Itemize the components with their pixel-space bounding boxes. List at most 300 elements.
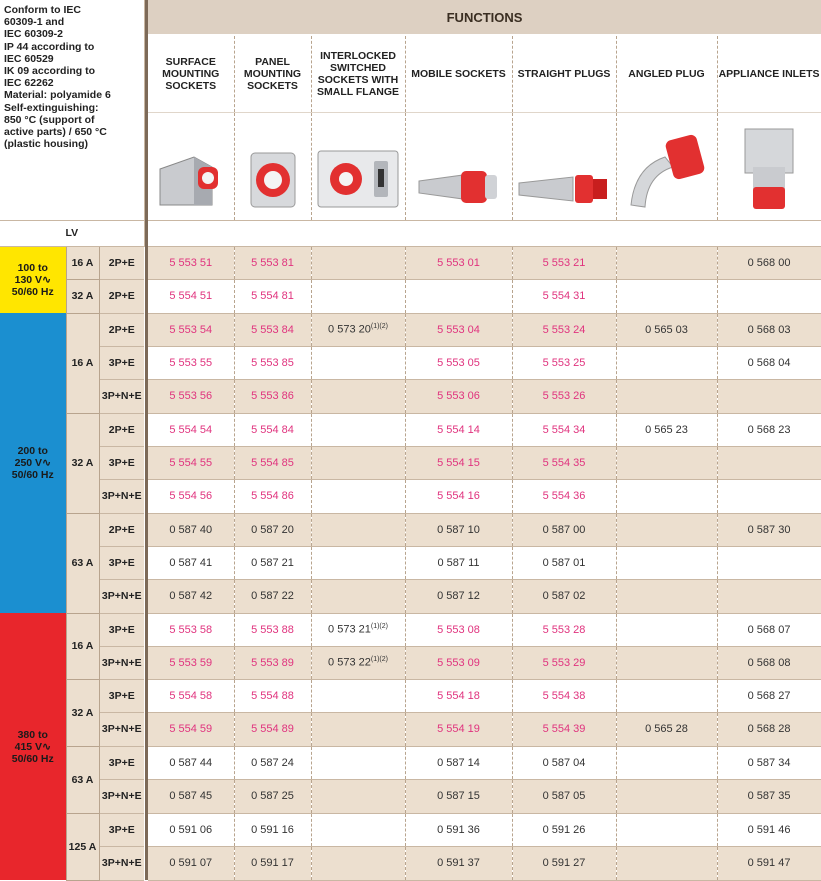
- reference-number: 0 587 02: [542, 590, 586, 602]
- reference-number: 0 587 11: [437, 556, 480, 569]
- appliance-inlet-icon: [739, 198, 799, 215]
- table-row: [0, 479, 821, 513]
- reference-cell: [234, 279, 311, 313]
- reference-cell: [512, 379, 616, 413]
- reference-cell: [512, 846, 616, 880]
- reference-cell: [717, 813, 821, 846]
- reference-number: 0 591 16: [251, 823, 294, 836]
- reference-cell: [148, 379, 234, 413]
- product-image-cell: [616, 112, 717, 220]
- reference-cell: [311, 479, 405, 513]
- reference-number: 0 568 00: [747, 256, 791, 269]
- reference-number: 0 591 46: [747, 823, 791, 836]
- reference-cell: [405, 712, 512, 746]
- reference-cell: [311, 779, 405, 813]
- pole-label: 3P+N+E: [99, 579, 144, 613]
- reference-cell: [311, 646, 405, 679]
- reference-number: 5 554 54: [169, 423, 213, 436]
- table-row: [0, 513, 821, 546]
- functions-title: FUNCTIONS: [148, 0, 821, 35]
- reference-cell: [234, 313, 311, 346]
- spec-line: Material: polyamide 6: [4, 89, 111, 102]
- reference-number: 5 553 06: [437, 390, 480, 402]
- pole-label: 3P+N+E: [99, 846, 144, 880]
- column-header: ANGLED PLUG: [616, 35, 717, 112]
- reference-cell: [148, 279, 234, 313]
- reference-cell: [616, 679, 717, 712]
- table-row: [0, 413, 821, 446]
- reference-cell: [148, 746, 234, 779]
- reference-cell: [405, 446, 512, 479]
- table-row: [0, 613, 821, 646]
- reference-cell: [311, 813, 405, 846]
- reference-cell: [234, 479, 311, 513]
- voltage-label: [0, 246, 66, 313]
- interlocked-switched-socket-icon: [316, 198, 400, 215]
- voltage-line: 130 V∿: [14, 273, 51, 286]
- reference-cell: [148, 346, 234, 379]
- reference-cell: [148, 479, 234, 513]
- reference-cell: [512, 613, 616, 646]
- reference-number: 5 554 89: [251, 723, 294, 735]
- spec-line: IEC 60529: [4, 52, 54, 65]
- reference-cell: [717, 513, 821, 546]
- surface-mounting-socket-icon: [154, 198, 228, 215]
- reference-cell: [616, 779, 717, 813]
- reference-cell: [717, 413, 821, 446]
- reference-number: 5 554 34: [542, 423, 586, 436]
- reference-cell: [405, 379, 512, 413]
- amperage-label: 16 A: [66, 246, 99, 279]
- column-header: APPLIANCE INLETS: [717, 35, 821, 112]
- reference-cell: [512, 746, 616, 779]
- reference-cell: [405, 579, 512, 613]
- pole-label: 3P+E: [99, 746, 144, 779]
- reference-cell: [405, 679, 512, 712]
- footnote-marker: (1)(2): [370, 656, 388, 664]
- table-row: [0, 846, 821, 880]
- reference-number: 5 554 56: [169, 490, 213, 502]
- reference-number: 0 587 40: [169, 523, 213, 536]
- reference-number: 5 554 58: [169, 689, 213, 702]
- reference-number: 5 553 56: [169, 390, 213, 402]
- reference-cell: [512, 446, 616, 479]
- reference-number: 0 568 03: [747, 323, 791, 336]
- amperage-label: 63 A: [66, 513, 99, 613]
- voltage-line: 380 to: [17, 728, 48, 741]
- pole-label: 3P+E: [99, 679, 144, 712]
- reference-cell: [311, 613, 405, 646]
- table-row: [0, 313, 821, 346]
- spec-text: [0, 0, 144, 220]
- reference-cell: [616, 479, 717, 513]
- column-header: INTERLOCKED SWITCHED SOCKETS WITH SMALL FLANGE: [311, 35, 405, 112]
- spec-line: Conform to IEC: [4, 4, 81, 16]
- product-image-cell: [234, 112, 311, 220]
- voltage-line: 50/60 Hz: [11, 285, 54, 298]
- reference-cell: [234, 546, 311, 579]
- reference-number: 5 553 89: [251, 656, 294, 669]
- spec-line: active parts) / 650 °C: [4, 126, 107, 139]
- reference-cell: [234, 613, 311, 646]
- column-header: SURFACE MOUNTING SOCKETS: [148, 35, 234, 112]
- reference-cell: [234, 813, 311, 846]
- lv-label: LV: [0, 220, 144, 246]
- reference-number: 5 554 19: [437, 723, 480, 735]
- reference-cell: [512, 579, 616, 613]
- reference-number: 0 587 44: [169, 756, 213, 769]
- table-row: [0, 446, 821, 479]
- spec-line: 850 °C (support of: [4, 113, 95, 126]
- reference-cell: [717, 579, 821, 613]
- reference-cell: [405, 546, 512, 579]
- reference-cell: [148, 313, 234, 346]
- reference-number: 0 591 06: [169, 823, 213, 836]
- table-row: [0, 679, 821, 712]
- reference-number: 0 568 04: [747, 356, 791, 369]
- reference-cell: [234, 346, 311, 379]
- reference-cell: [234, 446, 311, 479]
- reference-cell: [512, 679, 616, 712]
- reference-number: 5 553 05: [437, 356, 480, 369]
- reference-cell: [311, 679, 405, 712]
- reference-cell: [616, 579, 717, 613]
- reference-number: 0 568 27: [747, 689, 791, 702]
- mobile-socket-icon: [417, 198, 501, 215]
- voltage-label: [0, 313, 66, 613]
- reference-cell: [234, 679, 311, 712]
- reference-cell: [148, 646, 234, 679]
- pole-label: 2P+E: [99, 279, 144, 313]
- table-row: [0, 246, 821, 279]
- reference-number: 5 554 84: [251, 423, 294, 436]
- pole-label: 3P+N+E: [99, 379, 144, 413]
- product-image-cell: [148, 112, 234, 220]
- reference-cell: [717, 712, 821, 746]
- reference-cell: [512, 346, 616, 379]
- voltage-line: 250 V∿: [14, 457, 51, 469]
- column-header: MOBILE SOCKETS: [405, 35, 512, 112]
- footnote-marker: (1)(2): [370, 323, 388, 331]
- reference-number: 5 553 85: [251, 356, 294, 369]
- pole-label: 3P+N+E: [99, 712, 144, 746]
- reference-cell: [717, 746, 821, 779]
- reference-cell: [512, 712, 616, 746]
- reference-cell: [616, 746, 717, 779]
- reference-number: 0 587 20: [251, 523, 294, 536]
- reference-cell: [717, 379, 821, 413]
- reference-cell: [148, 679, 234, 712]
- reference-number: 0 591 27: [542, 857, 586, 869]
- reference-number: 0 587 14: [437, 756, 480, 769]
- reference-cell: [717, 313, 821, 346]
- reference-number: 0 587 22: [251, 590, 294, 602]
- reference-cell: [717, 846, 821, 880]
- amperage-label: 32 A: [66, 279, 99, 313]
- reference-number: 5 553 88: [251, 623, 294, 636]
- reference-number: 0 587 41: [169, 556, 213, 569]
- reference-number: 0 565 03: [645, 323, 688, 336]
- reference-number: 5 554 16: [437, 490, 480, 502]
- reference-cell: [148, 413, 234, 446]
- reference-cell: [405, 513, 512, 546]
- panel-mounting-socket-icon: [247, 198, 299, 215]
- reference-cell: [234, 413, 311, 446]
- reference-cell: [717, 346, 821, 379]
- reference-cell: [717, 279, 821, 313]
- column-header: PANEL MOUNTING SOCKETS: [234, 35, 311, 112]
- reference-cell: [311, 513, 405, 546]
- reference-number: 5 554 51: [169, 290, 213, 302]
- reference-cell: [234, 746, 311, 779]
- reference-number: 5 553 08: [437, 623, 480, 636]
- voltage-line: 415 V∿: [14, 740, 51, 753]
- reference-number: 5 553 21: [542, 256, 586, 269]
- reference-cell: [616, 246, 717, 279]
- voltage-line: 50/60 Hz: [11, 469, 54, 481]
- reference-cell: [512, 779, 616, 813]
- pole-label: 3P+N+E: [99, 779, 144, 813]
- reference-number: 0 568 07: [747, 623, 791, 636]
- reference-number: 0 587 10: [437, 523, 480, 536]
- reference-cell: [405, 779, 512, 813]
- reference-cell: [717, 613, 821, 646]
- reference-cell: [148, 513, 234, 546]
- reference-cell: [234, 246, 311, 279]
- reference-number: 0 591 47: [747, 857, 791, 869]
- reference-number: 5 553 29: [542, 656, 586, 669]
- reference-number: 5 554 88: [251, 689, 294, 702]
- reference-cell: [512, 413, 616, 446]
- reference-cell: [148, 712, 234, 746]
- reference-number: 5 554 86: [251, 490, 294, 502]
- reference-number: 0 587 25: [251, 790, 294, 802]
- voltage-line: 200 to: [17, 445, 48, 457]
- pole-label: 3P+E: [99, 346, 144, 379]
- reference-number: 5 553 55: [169, 356, 213, 369]
- reference-number: 5 554 36: [542, 490, 586, 502]
- reference-cell: [311, 279, 405, 313]
- table-row: [0, 746, 821, 779]
- spec-line: IK 09 according to: [4, 65, 96, 78]
- reference-number: 0 587 24: [251, 756, 294, 769]
- reference-cell: [405, 646, 512, 679]
- reference-cell: [717, 679, 821, 712]
- reference-cell: [405, 279, 512, 313]
- pole-label: 3P+N+E: [99, 646, 144, 679]
- reference-cell: [616, 279, 717, 313]
- spec-line: IEC 62262: [4, 77, 54, 90]
- pole-label: 2P+E: [99, 413, 144, 446]
- reference-number: 0 587 42: [169, 590, 213, 602]
- reference-cell: [311, 346, 405, 379]
- reference-cell: [148, 546, 234, 579]
- reference-number: 5 554 14: [437, 423, 480, 436]
- reference-number: 0 591 07: [169, 857, 213, 869]
- reference-cell: [234, 646, 311, 679]
- reference-number: 5 553 86: [251, 390, 294, 402]
- reference-cell: [311, 579, 405, 613]
- reference-cell: [311, 379, 405, 413]
- straight-plug-icon: [517, 198, 611, 215]
- table-row: [0, 813, 821, 846]
- lv-spacer: [148, 220, 821, 246]
- reference-cell: [405, 479, 512, 513]
- table-row: [0, 646, 821, 679]
- reference-cell: [311, 246, 405, 279]
- reference-cell: [616, 446, 717, 479]
- reference-cell: [512, 479, 616, 513]
- reference-number: 5 553 26: [542, 390, 586, 402]
- reference-cell: [512, 279, 616, 313]
- reference-cell: [148, 246, 234, 279]
- reference-number: 0 591 17: [251, 857, 294, 869]
- reference-number: 0 573 22: [328, 656, 371, 669]
- reference-number: 0 591 37: [437, 857, 480, 869]
- reference-cell: [717, 479, 821, 513]
- spec-line: IP 44 according to: [4, 40, 95, 53]
- reference-cell: [512, 513, 616, 546]
- reference-number: 5 553 25: [542, 356, 586, 369]
- reference-cell: [512, 313, 616, 346]
- reference-number: 0 568 08: [747, 656, 791, 669]
- amperage-label: 16 A: [66, 313, 99, 413]
- reference-number: 0 573 21: [328, 623, 371, 636]
- reference-number: 5 554 39: [542, 723, 586, 735]
- reference-cell: [405, 846, 512, 880]
- amperage-label: 32 A: [66, 679, 99, 746]
- reference-cell: [311, 446, 405, 479]
- reference-cell: [405, 346, 512, 379]
- reference-cell: [512, 813, 616, 846]
- reference-cell: [311, 413, 405, 446]
- reference-cell: [234, 712, 311, 746]
- table-row: [0, 279, 821, 313]
- pole-label: 2P+E: [99, 313, 144, 346]
- reference-cell: [311, 712, 405, 746]
- reference-cell: [234, 579, 311, 613]
- reference-number: 0 568 28: [747, 723, 791, 735]
- angled-plug-icon: [625, 198, 709, 215]
- reference-cell: [234, 379, 311, 413]
- spec-line: 60309-1 and: [4, 16, 65, 29]
- reference-cell: [148, 779, 234, 813]
- reference-number: 0 587 00: [542, 523, 586, 536]
- table-row: [0, 579, 821, 613]
- reference-cell: [717, 546, 821, 579]
- reference-cell: [616, 646, 717, 679]
- reference-number: 0 565 28: [645, 723, 688, 735]
- reference-number: 0 587 01: [542, 556, 586, 569]
- reference-cell: [616, 513, 717, 546]
- pole-label: 3P+E: [99, 546, 144, 579]
- product-image-cell: [717, 112, 821, 220]
- reference-number: 0 568 23: [747, 423, 791, 436]
- reference-number: 0 587 34: [747, 756, 791, 769]
- reference-number: 5 553 01: [437, 256, 480, 269]
- reference-cell: [148, 613, 234, 646]
- reference-cell: [234, 779, 311, 813]
- reference-cell: [512, 546, 616, 579]
- table-row: [0, 379, 821, 413]
- amperage-label: 125 A: [66, 813, 99, 880]
- reference-cell: [405, 246, 512, 279]
- voltage-line: 100 to: [17, 261, 48, 274]
- reference-cell: [616, 379, 717, 413]
- pole-label: 3P+E: [99, 813, 144, 846]
- reference-cell: [616, 546, 717, 579]
- reference-number: 5 554 81: [251, 290, 294, 302]
- reference-cell: [148, 579, 234, 613]
- reference-cell: [148, 846, 234, 880]
- reference-cell: [405, 613, 512, 646]
- reference-number: 0 587 05: [542, 790, 586, 802]
- reference-number: 0 587 30: [747, 523, 791, 536]
- reference-number: 5 553 24: [542, 323, 586, 336]
- reference-number: 0 573 20: [328, 323, 371, 336]
- table-row: [0, 712, 821, 746]
- reference-cell: [616, 613, 717, 646]
- reference-cell: [717, 246, 821, 279]
- reference-cell: [311, 313, 405, 346]
- reference-number: 5 553 81: [251, 256, 294, 269]
- reference-number: 5 553 51: [169, 256, 213, 269]
- product-image-cell: [311, 112, 405, 220]
- reference-number: 5 554 85: [251, 456, 294, 469]
- reference-cell: [405, 746, 512, 779]
- reference-cell: [311, 546, 405, 579]
- reference-number: 0 587 21: [251, 556, 294, 569]
- reference-number: 5 554 55: [169, 456, 213, 469]
- reference-cell: [616, 413, 717, 446]
- reference-cell: [512, 246, 616, 279]
- reference-number: 0 587 04: [542, 756, 586, 769]
- reference-cell: [717, 446, 821, 479]
- reference-cell: [148, 446, 234, 479]
- amperage-label: 63 A: [66, 746, 99, 813]
- voltage-label: [0, 613, 66, 880]
- reference-number: 5 554 59: [169, 723, 213, 735]
- reference-cell: [148, 813, 234, 846]
- spec-line: Self-extinguishing:: [4, 101, 99, 114]
- reference-number: 5 554 18: [437, 689, 480, 702]
- spec-lines: [4, 4, 144, 150]
- reference-number: 0 587 15: [437, 790, 480, 802]
- reference-number: 0 591 26: [542, 823, 586, 836]
- reference-number: 0 565 23: [645, 423, 688, 436]
- pole-label: 3P+E: [99, 446, 144, 479]
- table-row: [0, 346, 821, 379]
- table-row: [0, 546, 821, 579]
- reference-cell: [405, 313, 512, 346]
- product-image-cell: [512, 112, 616, 220]
- reference-number: 5 553 09: [437, 656, 480, 669]
- spec-line: (plastic housing): [4, 138, 88, 151]
- reference-cell: [717, 646, 821, 679]
- pole-label: 2P+E: [99, 513, 144, 546]
- table-row: [0, 779, 821, 813]
- reference-cell: [234, 846, 311, 880]
- reference-number: 5 553 04: [437, 323, 480, 336]
- reference-number: 0 587 35: [747, 790, 791, 802]
- reference-number: 0 591 36: [437, 823, 480, 836]
- reference-number: 5 553 54: [169, 323, 213, 336]
- amperage-label: 16 A: [66, 613, 99, 679]
- reference-number: 5 554 35: [542, 456, 586, 469]
- reference-cell: [616, 346, 717, 379]
- voltage-line: 50/60 Hz: [11, 752, 54, 765]
- reference-number: 5 554 31: [542, 290, 586, 302]
